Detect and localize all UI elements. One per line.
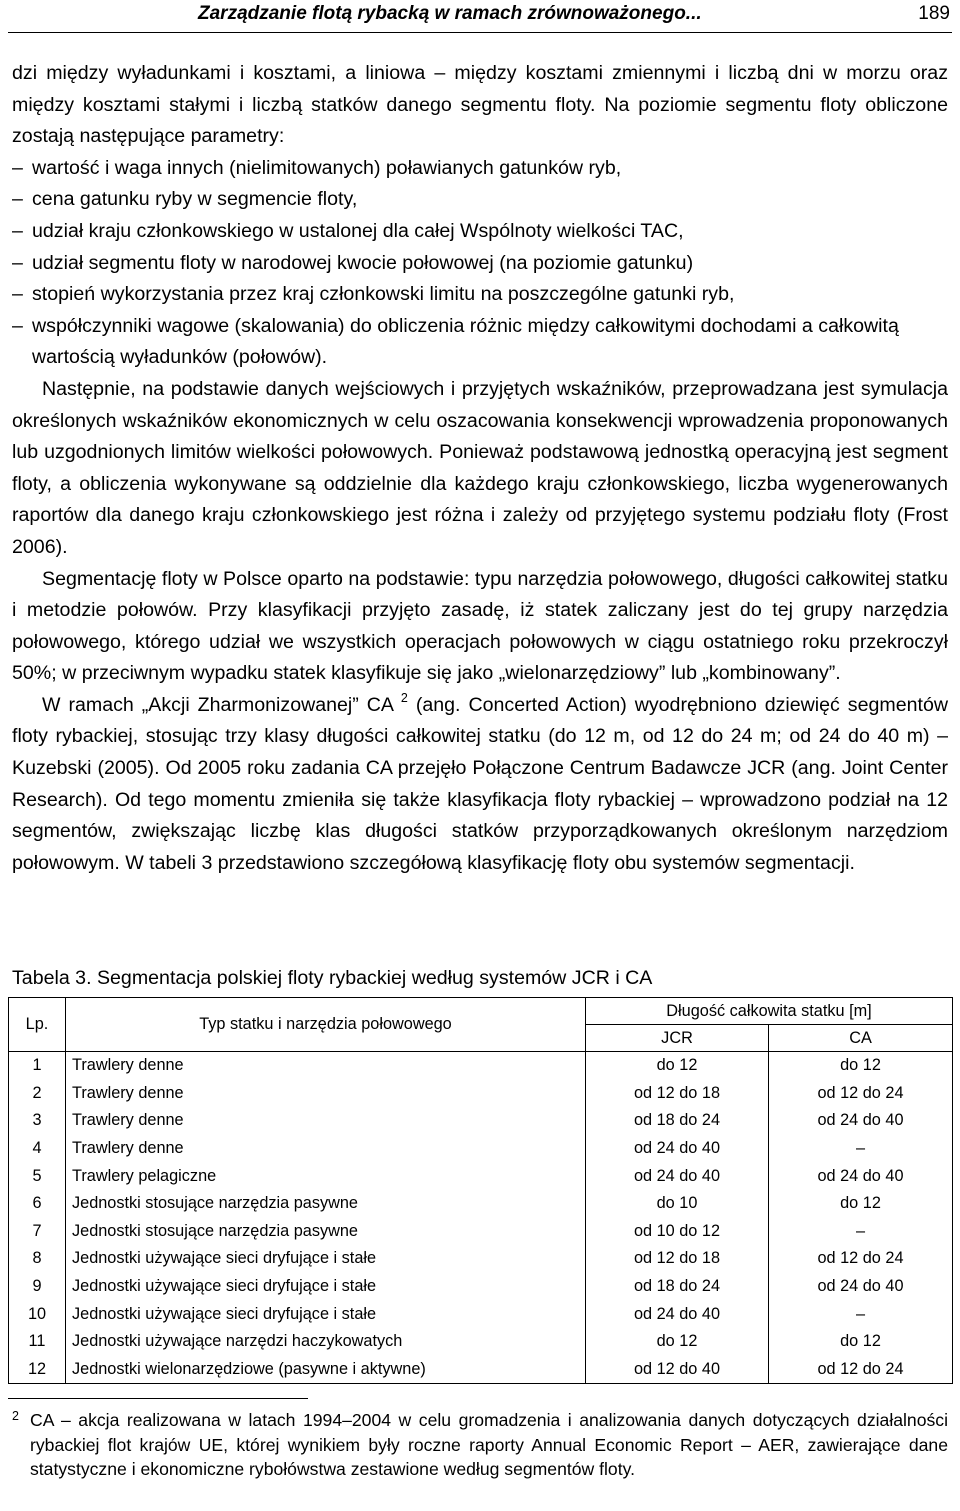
header-type: Typ statku i narzędzia połowowego: [66, 998, 586, 1052]
cell-jcr: od 24 do 40: [586, 1162, 769, 1190]
list-item: – stopień wykorzystania przez kraj członkowski limitu na poszczególne gatunki ryb,: [12, 279, 948, 311]
table-caption: Tabela 3. Segmentacja polskiej floty rybackiej według systemów JCR i CA: [12, 967, 653, 989]
cell-type: Jednostki używające sieci dryfujące i stałe: [66, 1300, 586, 1328]
table-row: [9, 1135, 953, 1163]
cell-type: Jednostki używające narzędzi haczykowatych: [66, 1328, 586, 1356]
table-row: [9, 1273, 953, 1301]
list-item: – cena gatunku ryby w segmencie floty,: [12, 184, 948, 216]
table-row: [9, 1190, 953, 1218]
cell-ca: od 24 do 40: [769, 1273, 953, 1301]
paragraph-4-start: W ramach „Akcji Zharmonizowanej” CA: [42, 693, 401, 716]
table-row: [9, 1300, 953, 1328]
paragraph-2: Następnie, na podstawie danych wejściowych i przyjętych wskaźników, przeprowadzana jest symulacja określonych wskaźników ekonomicznych w celu oszacowania konsekwencji wprowadzenia proponowanych lub uzgodnionych limitów wielkości połowowych. Ponieważ podstawową jednostką operacyjną jest segment floty, a obliczenia wykonywane są oddzielnie dla każdego kraju członkowskiego, liczba wygenerowanych raportów dla danego kraju członkowskiego jest różna i zależy od przyjętego systemu podziału floty (Frost 2006).: [12, 377, 948, 558]
cell-ca: od 24 do 40: [769, 1162, 953, 1190]
header-lp: Lp.: [9, 998, 66, 1052]
running-title: Zarządzanie flotą rybacką w ramach zrównoważonego...: [198, 3, 702, 24]
paragraph-4: [12, 690, 948, 880]
cell-lp: 3: [9, 1107, 66, 1135]
cell-type: Trawlery denne: [66, 1107, 586, 1135]
table-row: [9, 1328, 953, 1356]
list-item: – udział segmentu floty w narodowej kwocie połowowej (na poziomie gatunku): [12, 248, 948, 280]
cell-type: Jednostki stosujące narzędzia pasywne: [66, 1218, 586, 1246]
cell-ca: do 12: [769, 1190, 953, 1218]
table-row: [9, 1162, 953, 1190]
cell-lp: 10: [9, 1300, 66, 1328]
table-row: [9, 1218, 953, 1246]
cell-type: Trawlery denne: [66, 1080, 586, 1108]
paragraph-4-rest: (ang. Concerted Action) wyodrębniono dziewięć segmentów floty rybackiej, stosując trzy klasy długości całkowitej statku (do 12 m, od 12 do 24 m; od 24 do 40 m) – Kuzebski (2005). Od 2005 roku zadania CA przejęło Połączone Centrum Badawcze JCR (ang. Joint Center Research). Od tego momentu zmieniła się także klasyfikacja floty rybackiej – wprowadzono podział na 12 segmentów, zwiększając liczbę klas długości statków przyporządkowanych określonym narzędziom połowowym. W tabeli 3 przedstawiono szczegółową klasyfikację floty obu systemów segmentacji.: [12, 693, 949, 874]
cell-lp: 9: [9, 1273, 66, 1301]
cell-jcr: od 12 do 40: [586, 1356, 769, 1384]
cell-jcr: do 10: [586, 1190, 769, 1218]
page-number: 189: [918, 3, 950, 24]
paragraph-1: dzi między wyładunkami i kosztami, a liniowa – między kosztami zmiennymi i liczbą dni w morzu oraz między kosztami stałymi i liczbą statków danego segmentu floty. Na poziomie segmentu floty obliczone zostają następujące parametry:: [12, 62, 948, 148]
cell-ca: od 12 do 24: [769, 1356, 953, 1384]
cell-type: Trawlery pelagiczne: [66, 1162, 586, 1190]
header-length: Długość całkowita statku [m]: [586, 998, 953, 1025]
list-item: – współczynniki wagowe (skalowania) do obliczenia różnic między całkowitymi dochodami a całkowitą wartością wyładunków (połowów).: [12, 311, 948, 374]
cell-ca: –: [769, 1300, 953, 1328]
cell-ca: od 12 do 24: [769, 1080, 953, 1108]
list-item: – udział kraju członkowskiego w ustalonej dla całej Wspólnoty wielkości TAC,: [12, 216, 948, 248]
header-jcr: JCR: [586, 1025, 769, 1052]
table-row: [9, 1356, 953, 1384]
cell-jcr: od 24 do 40: [586, 1135, 769, 1163]
cell-type: Trawlery denne: [66, 1135, 586, 1163]
footnote-mark: 2: [12, 1409, 19, 1423]
cell-lp: 8: [9, 1245, 66, 1273]
cell-ca: do 12: [769, 1052, 953, 1080]
footnote-divider: [8, 1398, 308, 1399]
cell-ca: –: [769, 1218, 953, 1246]
cell-lp: 5: [9, 1162, 66, 1190]
footnote-reference[interactable]: 2: [400, 690, 408, 705]
cell-jcr: do 12: [586, 1052, 769, 1080]
cell-ca: od 24 do 40: [769, 1107, 953, 1135]
cell-jcr: od 18 do 24: [586, 1107, 769, 1135]
table-row: [9, 1080, 953, 1108]
paragraph-3: Segmentację floty w Polsce oparto na podstawie: typu narzędzia połowowego, długości całkowitej statku i metodzie połowów. Przy klasyfikacji przyjęto zasadę, iż statek zaliczany jest do tej grupy narzędzia połowowego, którego udział we wszystkich operacjach połowowych w ciągu ostatniego roku przekroczył 50%; w przeciwnym wypadku statek klasyfikuje się jako „wielonarzędziowy” lub „kombinowany”.: [12, 567, 948, 685]
cell-jcr: od 24 do 40: [586, 1300, 769, 1328]
footnote: [12, 1408, 948, 1482]
list-item: – wartość i waga innych (nielimitowanych) poławianych gatunków ryb,: [12, 153, 948, 185]
cell-lp: 11: [9, 1328, 66, 1356]
cell-jcr: od 12 do 18: [586, 1245, 769, 1273]
running-header: [8, 0, 952, 33]
cell-lp: 1: [9, 1052, 66, 1080]
cell-jcr: od 10 do 12: [586, 1218, 769, 1246]
cell-lp: 2: [9, 1080, 66, 1108]
cell-jcr: od 12 do 18: [586, 1080, 769, 1108]
parameter-list: [12, 153, 948, 374]
cell-type: Jednostki używające sieci dryfujące i stałe: [66, 1245, 586, 1273]
cell-ca: od 12 do 24: [769, 1245, 953, 1273]
footnote-text: CA – akcja realizowana w latach 1994–2004 w celu gromadzenia i analizowania danych dotyczących działalności rybackiej flot krajów UE, której wynikiem były roczne raporty Annual Economic Report – AER, zawierające dane statystyczne i ekonomiczne rybołówstwa zestawione według segmentów floty.: [30, 1410, 948, 1480]
table-row: [9, 1107, 953, 1135]
cell-ca: do 12: [769, 1328, 953, 1356]
table-row: [9, 1245, 953, 1273]
table-row: [9, 1052, 953, 1080]
body-text: [12, 58, 948, 879]
cell-type: Trawlery denne: [66, 1052, 586, 1080]
cell-type: Jednostki wielonarzędziowe (pasywne i aktywne): [66, 1356, 586, 1384]
cell-lp: 4: [9, 1135, 66, 1163]
cell-lp: 7: [9, 1218, 66, 1246]
cell-lp: 6: [9, 1190, 66, 1218]
segmentation-table: [8, 997, 953, 1384]
cell-jcr: do 12: [586, 1328, 769, 1356]
cell-lp: 12: [9, 1356, 66, 1384]
cell-jcr: od 18 do 24: [586, 1273, 769, 1301]
header-ca: CA: [769, 1025, 953, 1052]
cell-type: Jednostki używające sieci dryfujące i stałe: [66, 1273, 586, 1301]
cell-ca: –: [769, 1135, 953, 1163]
cell-type: Jednostki stosujące narzędzia pasywne: [66, 1190, 586, 1218]
